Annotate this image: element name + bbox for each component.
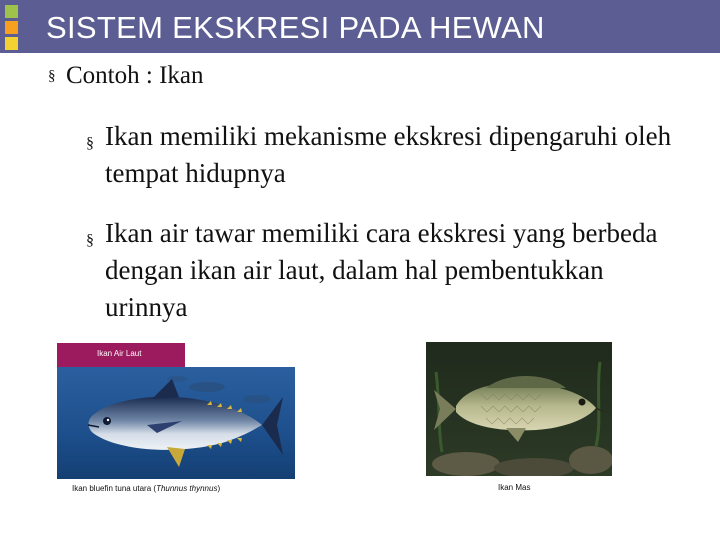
bullet-marker: § [86,232,94,249]
tuna-caption-species: Thunnus thynnus [156,484,218,493]
bullet-marker: § [86,135,94,152]
accent-square-green [5,5,18,18]
sea-fish-label [57,343,185,367]
goldfish-caption: Ikan Mas [498,483,531,492]
goldfish-photo [426,342,612,476]
tuna-photo [57,367,295,479]
accent-square-orange [5,21,18,34]
slide-title: SISTEM EKSKRESI PADA HEWAN [46,10,545,45]
title-bar [0,0,720,53]
accent-square-yellow [5,37,18,50]
bullet-text: Contoh : Ikan [66,62,204,89]
bullet-level2 [86,118,686,192]
tuna-caption-suffix: ) [217,484,221,493]
bullet-level1 [48,62,204,90]
tuna-caption-prefix: Ikan bluefin tuna utara ( [72,484,157,493]
bullet-text: Ikan air tawar memiliki cara ekskresi yang berbeda dengan ikan air laut, dalam hal pembentukkan urinnya [105,218,658,322]
bullet-level2 [86,215,686,326]
bullet-marker: § [48,68,56,84]
bullet-text: Ikan memiliki mekanisme ekskresi dipengaruhi oleh tempat hidupnya [105,121,672,188]
tuna-caption [72,484,220,493]
sea-fish-label-text: Ikan Air Laut [97,349,142,358]
